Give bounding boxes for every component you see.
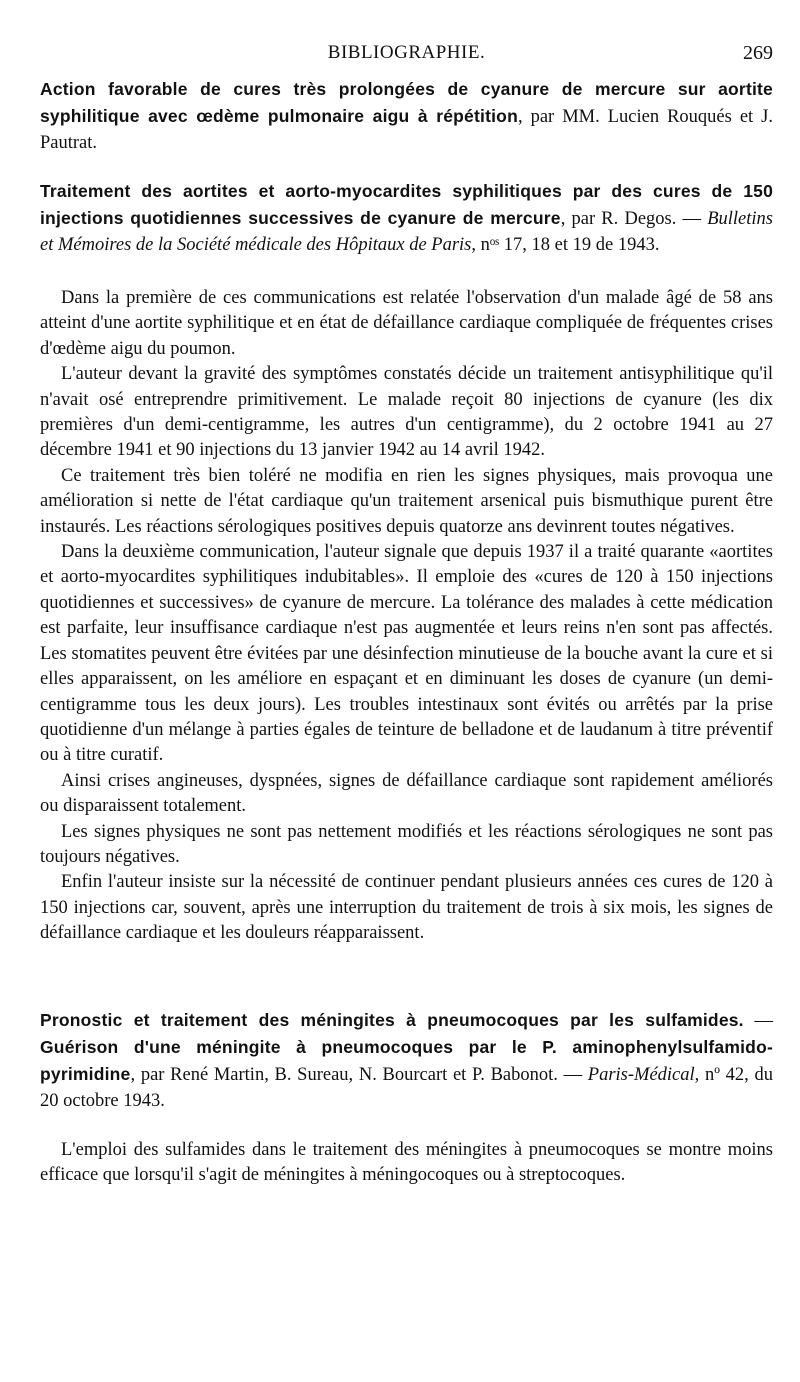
article2-author: , par R. Degos. — — [560, 209, 708, 229]
article2-journal: Bulletins et Mémoires de la Société médicale des Hôpitaux de Paris — [40, 209, 773, 255]
paragraph: L'auteur devant la gravité des symptômes constatés décide un traitement antisyphilitique qu'il n'avait osé entreprendre primitivement. Le malade reçoit 80 injections de cyanure (les dix premières d'un demi-centigramme, les autres d'un centigramme), du 2 octobre 1941 au 27 décembre 1941 et 90 injections du 13 janvier 1942 au 14 avril 1942. — [40, 364, 773, 461]
article3-subtitle: Guérison d'une méningite à pneumocoques par le P. aminophenylsulfamido-pyrimidine — [40, 1036, 773, 1084]
paragraph: Ainsi crises angineuses, dyspnées, signes de défaillance cardiaque sont rapidement améliorés ou disparaissent totalement. — [40, 770, 773, 817]
document-page — [40, 38, 773, 1188]
article1-byline: , par MM. Lucien Rouqués et J. Pautrat. — [40, 107, 773, 153]
paragraph: Les signes physiques ne sont pas nettement modifiés et les réactions sérologiques ne sont pas toujours négatives. — [40, 821, 773, 867]
article3-body — [40, 1138, 773, 1189]
paragraph: Dans la première de ces communications est relatée l'observation d'un malade âgé de 58 ans atteint d'une aortite syphilitique et en état de défaillance cardiaque compliquée de fréquentes crises d'œdème aigu du poumon. — [40, 288, 773, 359]
paragraph: Enfin l'auteur insiste sur la nécessité de continuer pendant plusieurs années ces cures de 120 à 150 injections car, souvent, après une interruption du traitement de trois à six mois, les signes de défaillance cardiaque et les douleurs réapparaissent. — [40, 872, 773, 944]
paragraph: Dans la deuxième communication, l'auteur signale que depuis 1937 il a traité quarante «aortites et aorto-myocardites syphilitiques indubitables». Il emploie des «cures de 120 à 150 injections quotidiennes et successives» de cyanure de mercure. La tolérance des malades à cette médication est parfaite, leur insuffisance cardiaque n'est pas augmentée et leurs reins n'en sont pas affectés. Les stomatites peuvent être évitées par une désinfection minutieuse de la bouche avant la cure et si elles apparaissent, on les améliore en espaçant et en diminuant les doses de cyanure (un demi-centigramme tous les deux jours). Les troubles intestinaux sont évités ou arrêtés par la prise quotidienne d'un mélange à parties égales de teinture de belladone et de laudanum à titre préventif ou à titre curatif. — [40, 542, 773, 766]
article1-heading — [40, 76, 773, 156]
article3-reference: , nº 42, du 20 octobre 1943. — [40, 1064, 773, 1111]
article3-dash: — — [743, 1010, 773, 1031]
article2-body — [40, 286, 773, 947]
article2-heading — [40, 178, 773, 258]
running-title: BIBLIOGRAPHIE. — [327, 42, 486, 63]
article3-title: Pronostic et traitement des méningites à pneumocoques par les sulfamides. — [40, 1009, 744, 1030]
page-number: 269 — [743, 42, 773, 64]
article2-reference: , nᵒˢ 17, 18 et 19 de 1943. — [471, 235, 660, 255]
article3-heading — [40, 1007, 773, 1114]
running-header — [40, 38, 773, 68]
article1-title: Action favorable de cures très prolongées de cyanure de mercure sur aortite syphilitique avec œdème pulmonaire aigu à répétition — [40, 79, 773, 126]
article2-title: Traitement des aortites et aorto-myocardites syphilitiques par des cures de 150 injections quotidiennes successives de cyanure de mercure — [40, 181, 773, 228]
article3-journal: Paris-Médical — [587, 1064, 695, 1085]
article3-authors: , par René Martin, B. Sureau, N. Bourcart et P. Babonot. — — [130, 1064, 588, 1085]
paragraph: L'emploi des sulfamides dans le traitement des méningites à pneumocoques se montre moins efficace que lorsqu'il s'agit de méningites à méningocoques ou à streptocoques. — [40, 1139, 773, 1185]
paragraph: Ce traitement très bien toléré ne modifia en rien les signes physiques, mais provoqua une amélioration si nette de l'état cardiaque qu'un traitement arsenical puis bismuthique purent être instaurés. Les réactions sérologiques positives depuis quatorze ans devinrent toutes négatives. — [40, 465, 773, 537]
